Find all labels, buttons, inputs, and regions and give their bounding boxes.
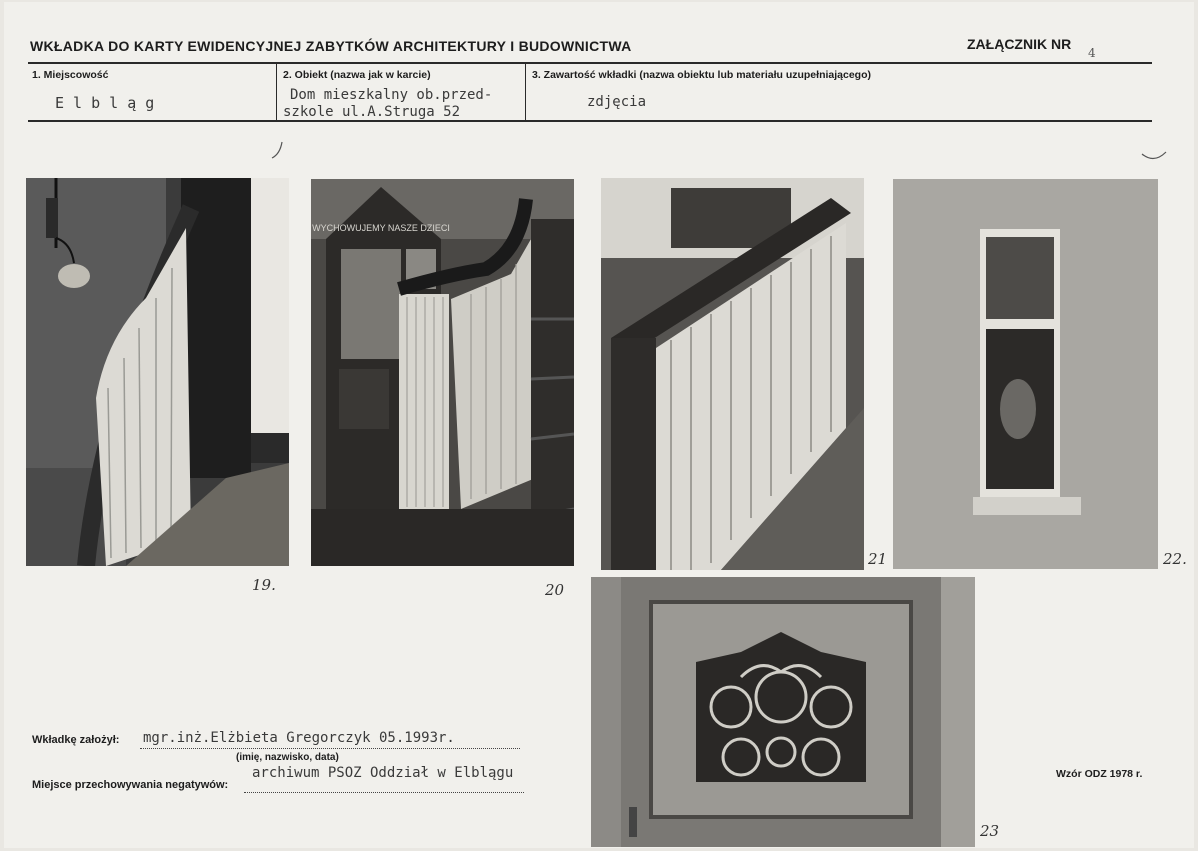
pencil-mark-icon	[1140, 148, 1170, 164]
locality-label: 1. Miejscowość	[32, 69, 109, 81]
photo-number-21: 21	[868, 550, 888, 568]
photo-number-19: 19.	[252, 576, 276, 594]
staircase-newel-photo	[311, 179, 574, 566]
sign-text: WYCHOWUJEMY NASZE DZIECI	[312, 223, 450, 233]
object-value-line2: szkole ul.A.Struga 52	[283, 104, 461, 120]
object-value-line1: Dom mieszkalny ob.przed-	[290, 87, 493, 103]
photo-staircase-newel	[311, 179, 574, 566]
photo-number-20: 20	[545, 581, 565, 599]
negatives-label: Miejsce przechowywania negatywów:	[32, 779, 229, 791]
created-by-hint: (imię, nazwisko, data)	[236, 752, 339, 763]
locality-value: E l b l ą g	[55, 94, 155, 112]
photo-number-23: 23	[980, 822, 1000, 840]
staircase-banister-photo	[26, 178, 289, 566]
photo-door-grille	[591, 577, 975, 847]
door-grille-photo	[591, 577, 975, 847]
photo-balustrade	[601, 178, 864, 570]
window-facade-photo	[893, 179, 1158, 569]
created-by-value: mgr.inż.Elżbieta Gregorczyk 05.1993r.	[143, 730, 455, 746]
created-by-line	[140, 748, 520, 749]
header-rule-top	[28, 62, 1152, 64]
form-version: Wzór ODZ 1978 r.	[1056, 768, 1143, 780]
object-label: 2. Obiekt (nazwa jak w karcie)	[283, 69, 431, 81]
field-divider	[276, 64, 277, 122]
annex-number: 4	[1088, 46, 1096, 60]
photo-number-22: 22.	[1163, 550, 1187, 568]
header-rule-bottom	[28, 120, 1152, 122]
contents-label: 3. Zawartość wkładki (nazwa obiektu lub materiału uzupełniającego)	[532, 69, 871, 81]
photo-staircase-banister	[26, 178, 289, 566]
negatives-value: archiwum PSOZ Oddział w Elblągu	[252, 765, 514, 781]
pencil-mark-icon	[268, 140, 288, 162]
sheet-title: WKŁADKA DO KARTY EWIDENCYJNEJ ZABYTKÓW ARCHITEKTURY I BUDOWNICTWA	[30, 38, 632, 54]
contents-value: zdjęcia	[587, 94, 647, 110]
negatives-line	[244, 792, 524, 793]
photo-window-facade	[893, 179, 1158, 569]
balustrade-photo	[601, 178, 864, 570]
created-by-label: Wkładkę założył:	[32, 734, 120, 746]
field-divider	[525, 64, 526, 122]
annex-label: ZAŁĄCZNIK NR	[967, 36, 1072, 52]
